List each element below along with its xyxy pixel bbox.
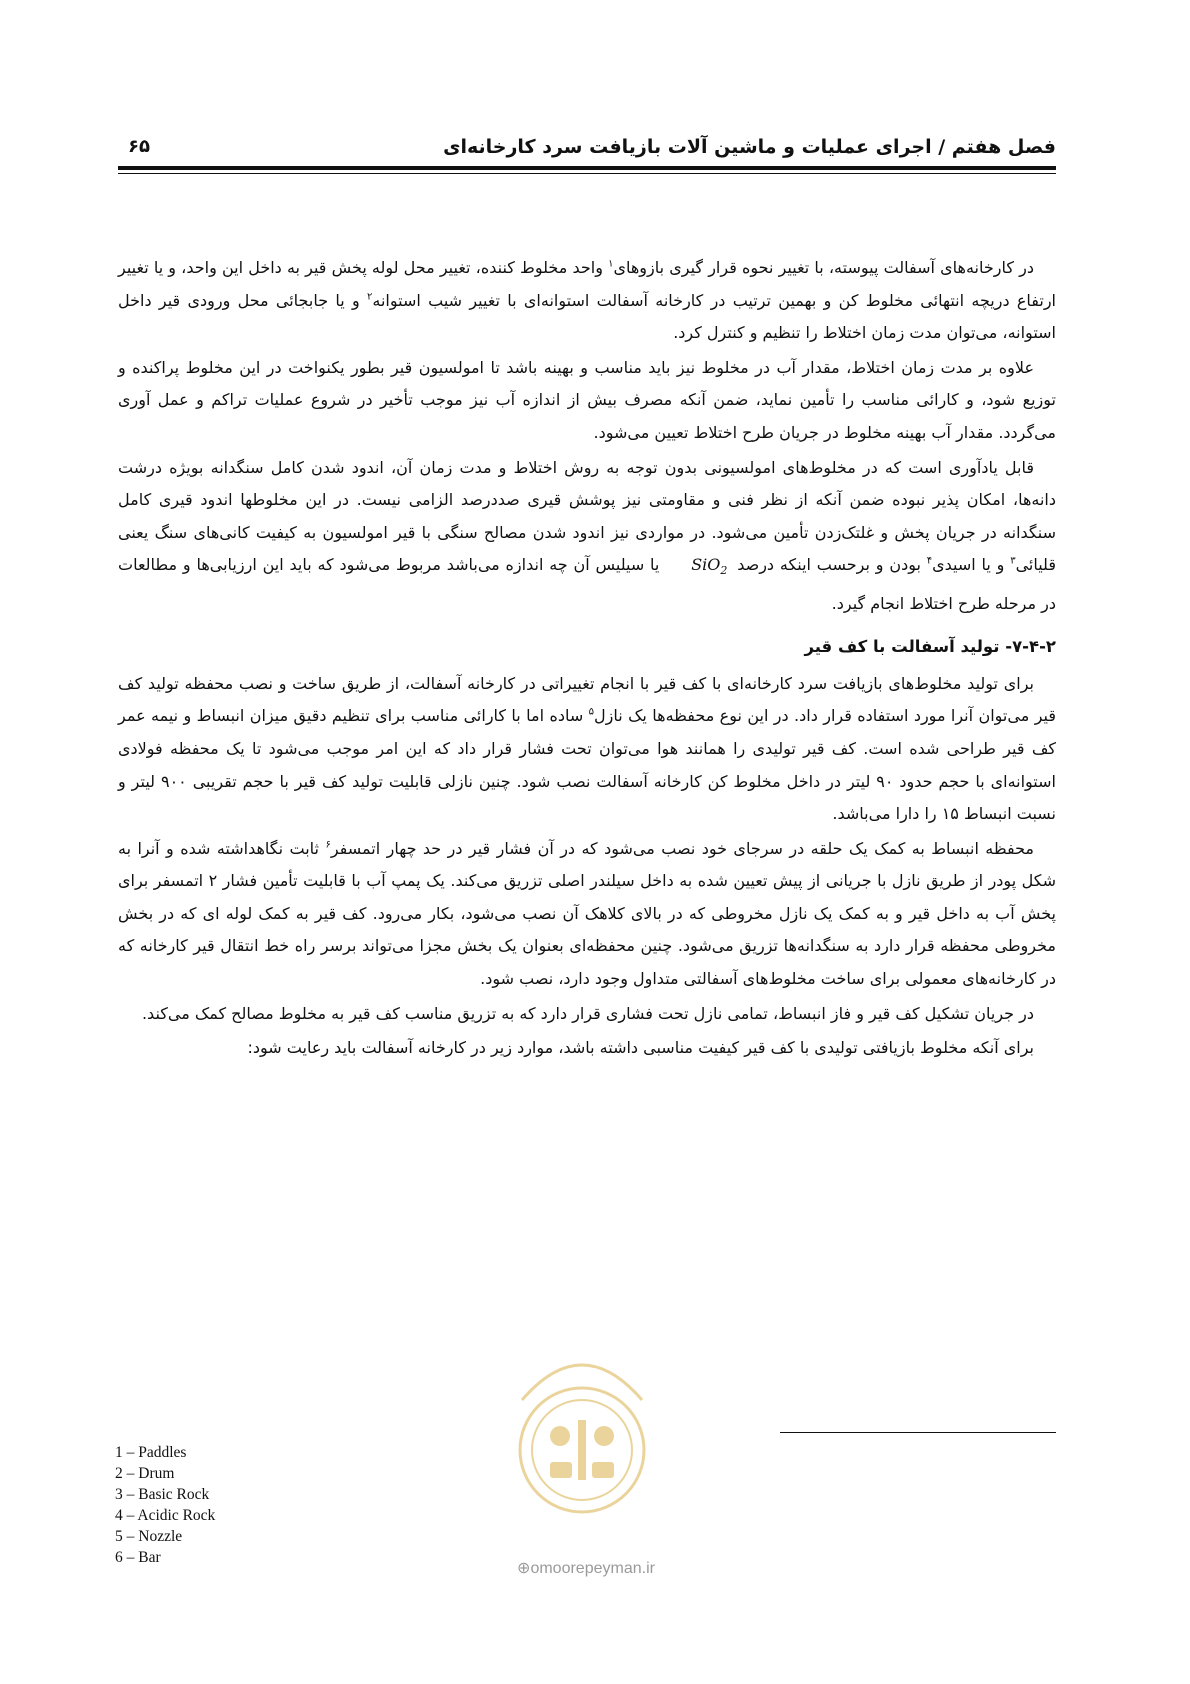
- text-span: بودن و برحسب اینکه درصد: [731, 555, 927, 575]
- text-span: ساده اما با کارائی مناسب برای تنظیم دقیق میزان انبساط و نیمه عمر کف قیر طراحی شده است. کف قیر تولیدی را همانند هوا می‌توان تحت فشار قرار داد که این امر موجب می‌شود تا یک محفظه فولادی استوانه‌ای با حجم حدود ۹۰ لیتر در داخل مخلوط کن کارخانه آسفالت نصب شود. چنین نازلی قابلیت تولید کف قیر با حجم تقریبی ۹۰۰ لیتر و نسبت انبساط ۱۵ را دارا می‌باشد.: [118, 706, 1056, 824]
- text-span: قابل یادآوری است که در مخلوط‌های امولسیونی بدون توجه به روش اختلاط و مدت زمان آن، اندود شدن کامل سنگدانه بویژه درشت دانه‌ها، امکان پذیر نبوده ضمن آنکه از نظر فنی و مقاومتی نیز پوشش قیری صددرصد الزامی نیست. در این مخلوطها اندود قیری کامل سنگدانه در جریان پخش و غلتک‌زدن تأمین می‌شود. در مواردی نیز اندود شدن مصالح سنگی با قیر امولسیون به کیفیت کانی‌های سنگ یعنی قلیائی: [118, 457, 1056, 575]
- footnote-item: 3 – Basic Rock: [115, 1486, 210, 1503]
- section-heading: ۷-۴-۲- تولید آسفالت با کف قیر: [804, 636, 1056, 656]
- header-rule-thick: [118, 166, 1056, 170]
- text-span: در کارخانه‌های آسفالت پیوسته، با تغییر نحوه قرار گیری بازوهای: [613, 258, 1035, 277]
- paragraph-4: [118, 668, 1056, 831]
- paragraph-1: [118, 252, 1056, 350]
- watermark-globe-icon: ⊕: [517, 1560, 531, 1577]
- paragraph-2: علاوه بر مدت زمان اختلاط، مقدار آب در مخلوط نیز باید مناسب و بهینه باشد تا امولسیون قیر بطور یکنواخت در این مخلوط پراکنده و توزیع شود، و کارائی مناسب را تأمین نماید، ضمن آنکه مصرف بیش از اندازه آب نیز موجب تأخیر در شروع عملیات تراکم و عمل آوری می‌گردد. مقدار آب بهینه مخلوط در جریان طرح اختلاط تعیین می‌شود.: [118, 357, 1056, 442]
- footnote-separator: [780, 1432, 1056, 1433]
- chapter-title: فصل هفتم / اجرای عملیات و ماشین آلات بازیافت سرد کارخانه‌ای: [443, 136, 1056, 158]
- footnotes: [115, 1442, 415, 1568]
- paragraph-7: برای آنکه مخلوط بازیافتی تولیدی با کف قیر کیفیت مناسبی داشته باشد، موارد زیر در کارخانه آسفالت باید رعایت شود:: [247, 1038, 1034, 1058]
- text-span: محفظه انبساط به کمک یک حلقه در سرجای خود نصب می‌شود که در آن فشار قیر در حد چهار اتمسفر: [330, 838, 1035, 858]
- footnote-ref: ۱: [608, 258, 614, 270]
- page-number: ۶۵: [128, 136, 150, 157]
- text-span: ثابت نگاهداشته شده و آنرا به شکل پودر از طریق نازل با جریانی از پیش تعیین شده به داخل سیلندر اصلی تزریق می‌کند. یک پمپ آب با قابلیت تأمین فشار ۲ اتمسفر برای پخش آب به داخل قیر و به کمک یک نازل مخروطی که در بالای کلاهک آن نصب می‌شود، بکار می‌رود. کف قیر به کمک لوله ای که در بخش مخروطی محفظه قرار دارد به سنگدانه‌ها تزریق می‌شود. چنین محفظه‌ای بعنوان یک بخش مجزا می‌تواند برسر راه خط انتقال قیر کارخانه که در کارخانه‌های معمولی برای ساخت مخلوط‌های آسفالتی متداول وجود دارد، نصب شود.: [118, 838, 1056, 989]
- footnote-ref: ۳: [1010, 556, 1016, 568]
- text-span: و یا جابجائی محل ورودی قیر داخل استوانه، می‌توان مدت زمان اختلاط را تنظیم و کنترل کرد.: [118, 290, 1056, 343]
- footnote-item: 4 – Acidic Rock: [115, 1507, 216, 1524]
- footnote-item: 2 – Drum: [115, 1465, 175, 1482]
- footnote-item: 5 – Nozzle: [115, 1528, 183, 1545]
- text-span: و یا اسیدی: [932, 555, 1011, 575]
- footnote-item: 1 – Paddles: [115, 1444, 187, 1461]
- body-text: [118, 252, 1056, 1067]
- footnote-ref: ۶: [325, 839, 331, 851]
- formula-subscript: 2: [720, 564, 728, 578]
- formula-base: SiO: [691, 555, 721, 575]
- paragraph-5: [118, 833, 1056, 996]
- footnote-item: 6 – Bar: [115, 1549, 161, 1566]
- page-header: [118, 134, 1056, 170]
- watermark-seal-icon: [492, 1340, 672, 1530]
- text-span: واحد مخلوط کننده، تغییر محل لوله پخش قیر به داخل این واحد، و یا تغییر ارتفاع دریچه انتهائی مخلوط کن و بهمین ترتیب در کارخانه آسفالت استوانه‌ای با تغییر شیب استوانه: [118, 258, 1056, 310]
- text-span: برای تولید مخلوط‌های بازیافت سرد کارخانه‌ای با کف قیر با انجام تغییراتی در کارخانه آسفالت، از طریق ساخت و نصب محفظه تولید کف قیر می‌توان آنرا مورد استفاده قرار داد. در این نوع محفظه‌ها یک نازل: [118, 673, 1056, 726]
- text-span: یا سیلیس آن چه اندازه می‌باشد مربوط می‌شود که باید این ارزیابی‌ها و مطالعات در مرحله طرح اختلاط انجام گیرد.: [118, 555, 1056, 614]
- watermark-site: [496, 1558, 676, 1578]
- footnote-ref: ۵: [588, 706, 595, 718]
- paragraph-3: [118, 452, 1056, 621]
- footnote-ref: ۴: [926, 556, 933, 568]
- header-rule-thin: [118, 173, 1056, 174]
- watermark-site-text: omoorepeyman.ir: [530, 1560, 655, 1577]
- footnote-ref: ۲: [367, 291, 373, 303]
- paragraph-6: در جریان تشکیل کف قیر و فاز انبساط، تمامی نازل تحت فشاری قرار دارد که به تزریق مناسب کف قیر به مخلوط مصالح کمک می‌کند.: [141, 1003, 1034, 1023]
- sio2-formula: [665, 549, 731, 588]
